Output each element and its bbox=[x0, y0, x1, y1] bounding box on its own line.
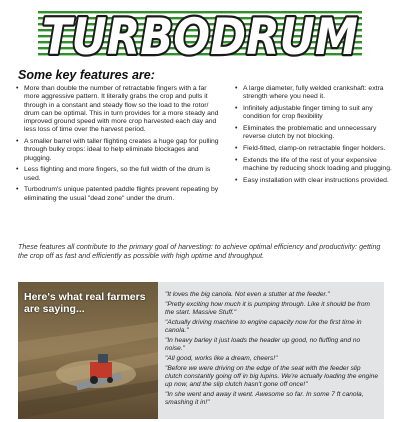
testimonial-quote: "All good, works like a dream, cheers!" bbox=[165, 355, 278, 363]
testimonial-quote: "Pretty exciting how much it is pumping through. Like it should be from the start. Massive Stuff." bbox=[165, 301, 371, 316]
feature-item: • Infinitely adjustable finger timing to suit any condition for crop flexibility bbox=[235, 105, 393, 122]
testimonial-quote: "Actually driving machine to engine capacity now for the first time in canola." bbox=[165, 319, 362, 334]
testimonial-quote: "In she went and away it went. Awesome so far. In some 7 ft canola, smashing it in!" bbox=[165, 391, 364, 406]
feature-item: • Field-fitted, clamp-on retractable finger holders. bbox=[235, 145, 393, 153]
features-right-column bbox=[235, 85, 393, 188]
feature-item: • Extends the life of the rest of your expensive machine by reducing shock loading and plugging. bbox=[235, 157, 393, 174]
testimonials-title: Here's what real farmers are saying... bbox=[24, 291, 146, 315]
testimonial-quote: "In heavy barley it just loads the header up good, no fluffing and no noise." bbox=[165, 337, 361, 352]
feature-item: • Eliminates the problematic and unnecessary reverse clutch by not blocking. bbox=[235, 125, 393, 142]
logo-wordmark: TURBODRUM bbox=[42, 8, 358, 66]
feature-item: • More than double the number of retractable fingers with a far more aggressive pattern. It literally grabs the crop and pulls it through in a constant and steady flow so the load to the rotor/ drum can be optimal. This in turn provides for a more steady and improved ground speed with more crop harvested each day and less loss of time over the harvest period. bbox=[16, 85, 223, 135]
testimonial-quote: "It loves the big canola. Not even a stutter at the feeder." bbox=[165, 291, 330, 298]
feature-item: • A large diameter, fully welded crankshaft: extra strength where you need it. bbox=[235, 85, 393, 102]
feature-item: • Turbodrum's unique patented paddle flights prevent repeating by eliminating the usual "dead zone" under the drum. bbox=[16, 186, 223, 203]
feature-item: • Easy installation with clear instructions provided. bbox=[235, 177, 393, 185]
testimonial-quotes bbox=[165, 291, 379, 409]
testimonials-panel bbox=[18, 282, 384, 419]
features-left-column bbox=[16, 85, 223, 206]
harvester-photo bbox=[18, 282, 158, 419]
summary-paragraph: These features all contribute to the primary goal of harvesting: to achieve optimal efficiency and productivity: getting the crop off as fast and efficiently as possible with high uptime and throughput. bbox=[18, 243, 381, 261]
features-heading: Some key features are: bbox=[18, 68, 155, 82]
feature-item: • A smaller barrel with taller flighting creates a huge gap for pulling through bulky crops: ideal to help eliminate blockages and plugging. bbox=[16, 138, 223, 163]
turbodrum-logo bbox=[38, 7, 362, 66]
feature-item: • Less flighting and more fingers, so the full width of the drum is used. bbox=[16, 166, 223, 183]
testimonial-quote: "Before we were driving on the edge of the seat with the feeder slip clutch constantly going off in big lupins. We're actually loading the engine up now, and the slip clutch hasn't gone off once!" bbox=[165, 365, 379, 388]
